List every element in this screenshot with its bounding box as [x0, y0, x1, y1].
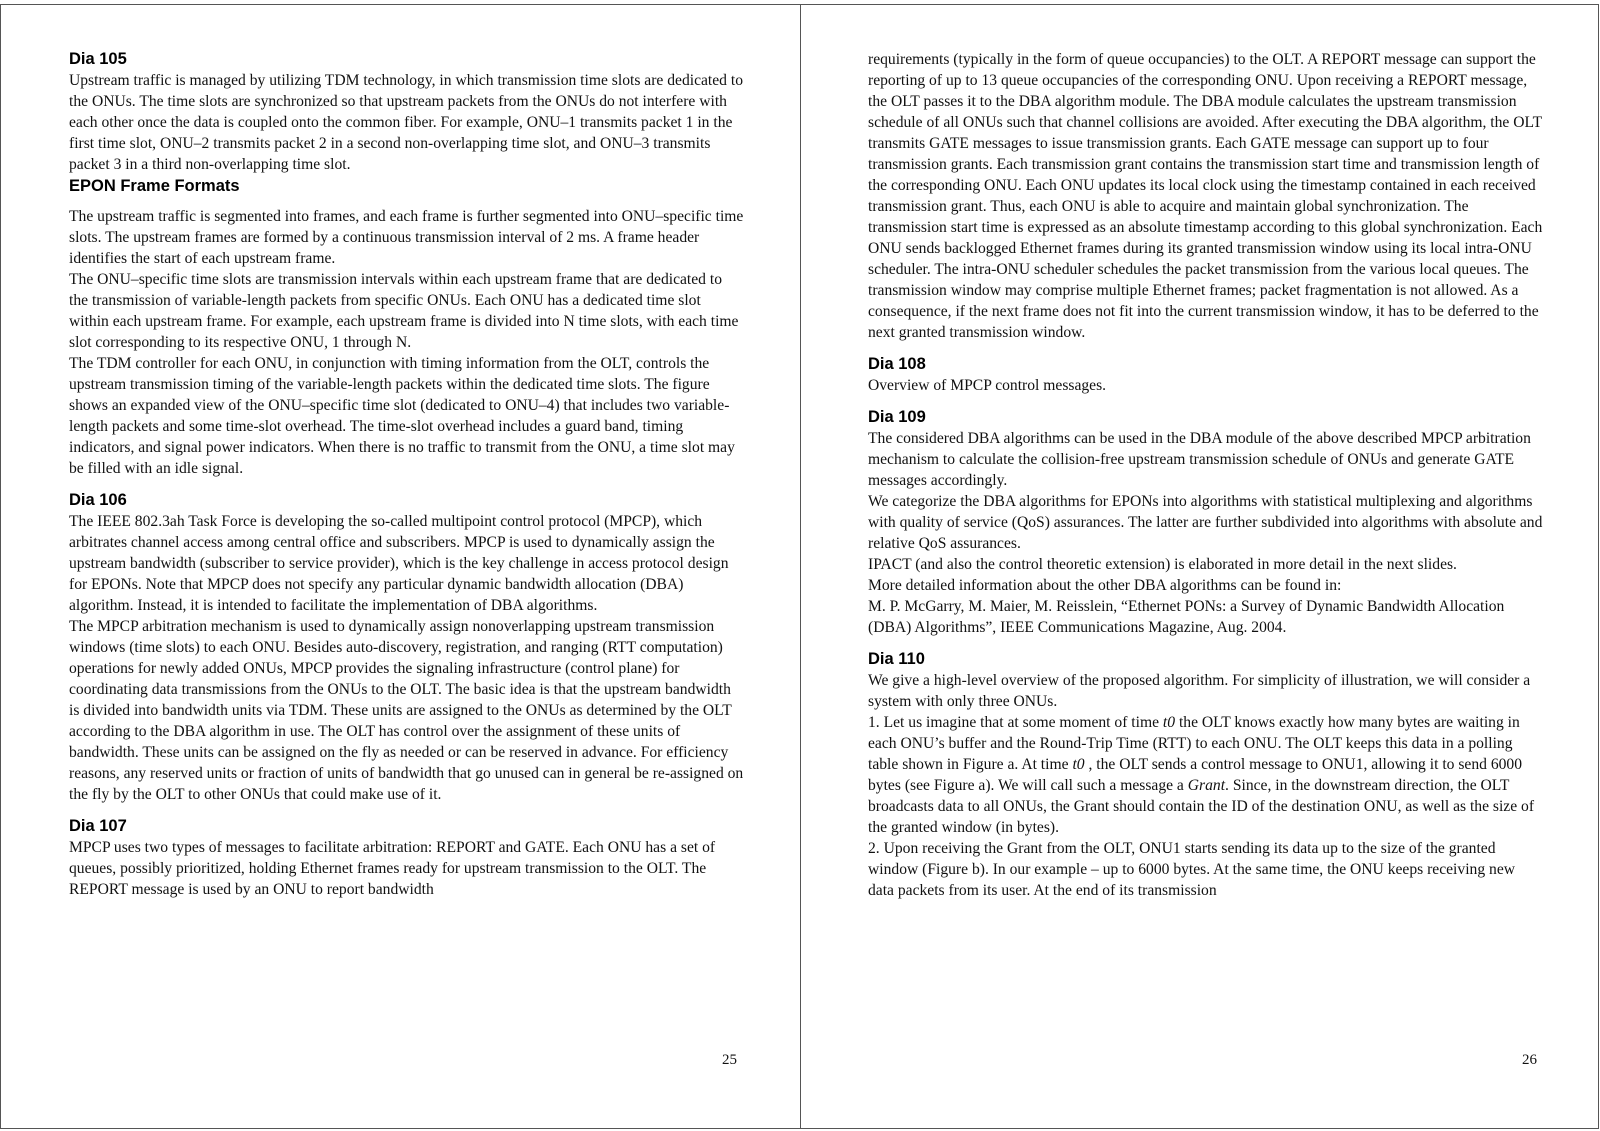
paragraph: The ONU–specific time slots are transmission intervals within each upstream frame that are dedicated to the transmission of variable-length packets from specific ONUs. Each ONU has a dedicated time slot within each upstream frame. For example, each upstream frame is divided into N time slots, with each time slot corresponding to its respective ONU, 1 through N.	[69, 271, 739, 351]
paragraph: The IEEE 802.3ah Task Force is developing the so-called multipoint control protocol (MPCP), which arbitrates channel access among central office and subscribers. MPCP is used to dynamically assign the upstream bandwidth (subscriber to service provider), which is the key challenge in access protocol design for EPONs. Note that MPCP does not specify any particular dynamic bandwidth allocation (DBA) algorithm. Instead, it is intended to facilitate the implementation of DBA algorithms.	[69, 513, 729, 614]
paragraph: Overview of MPCP control messages.	[868, 377, 1107, 394]
paragraph: The upstream traffic is segmented into frames, and each frame is further segmented into ONU–specific time slots. The upstream frames are formed by a continuous transmission interval of 2 ms. A frame header identifies the start of each upstream frame.	[69, 208, 744, 267]
section-heading: Dia 110	[868, 650, 925, 668]
section-heading: Dia 105	[69, 50, 127, 68]
paragraph: IPACT (and also the control theoretic extension) is elaborated in more detail in the next slides.	[868, 556, 1457, 573]
paragraph: MPCP uses two types of messages to facilitate arbitration: REPORT and GATE. Each ONU has a set of queues, possibly prioritized, holding Ethernet frames ready for upstream transmission to the OLT. The REPORT message is used by an ONU to report bandwidth	[69, 839, 716, 898]
section-epon-frame-formats	[69, 175, 744, 479]
section-dia-105	[69, 48, 744, 175]
page-number: 25	[722, 1052, 737, 1068]
paragraph: The TDM controller for each ONU, in conjunction with timing information from the OLT, controls the upstream transmission timing of the variable-length packets within the dedicated time slots. The figure shows an expanded view of the ONU–specific time slot (dedicated to ONU–4) that includes two variable-length packets and some time-slot overhead. The time-slot overhead includes a guard band, timing indicators, and signal power indicators. When there is no traffic to transmit from the ONU, a time slot may be filled with an idle signal.	[69, 355, 735, 477]
left-page	[69, 48, 744, 900]
section-dia-108	[868, 353, 1543, 396]
paragraph: We give a high-level overview of the proposed algorithm. For simplicity of illustration, we will consider a system with only three ONUs.	[868, 672, 1531, 710]
italic-term: t0	[1072, 756, 1085, 773]
paragraph: Upstream traffic is managed by utilizing TDM technology, in which transmission time slots are dedicated to the ONUs. The time slots are synchronized so that upstream packets from the ONUs do not interfere with each other once the data is coupled onto the common fiber. For example, ONU–1 transmits packet 1 in the first time slot, ONU–2 transmits packet 2 in a second non-overlapping time slot, and ONU–3 transmits packet 3 in a third non-overlapping time slot.	[69, 72, 743, 173]
section-heading: Dia 108	[868, 355, 926, 373]
paragraph: We categorize the DBA algorithms for EPONs into algorithms with statistical multiplexing and algorithms with quality of service (QoS) assurances. The latter are further subdivided into algorithms with absolute and relative QoS assurances.	[868, 493, 1543, 552]
right-page	[868, 49, 1543, 901]
italic-term: Grant	[1187, 777, 1226, 794]
section-dia-107	[69, 815, 744, 900]
section-dia-110	[868, 648, 1543, 901]
section-heading: Dia 106	[69, 491, 127, 509]
page-divider	[800, 4, 801, 1129]
paragraph-step-1: 1. Let us imagine that at some moment of time t0 the OLT knows exactly how many bytes are waiting in each ONU’s buffer and the Round-Trip Time (RTT) to each ONU. The OLT keeps this data in a polling table shown in Figure a. At time t0 , the OLT sends a control message to ONU1, allowing it to send 6000 bytes (see Figure a). We will call such a message a Grant. Since, in the downstream direction, the OLT broadcasts data to all ONUs, the Grant should contain the ID of the destination ONU, as well as the size of the granted window (in bytes).	[868, 714, 1535, 836]
paragraph: More detailed information about the other DBA algorithms can be found in:	[868, 577, 1342, 594]
section-dia-106	[69, 489, 744, 805]
page-number: 26	[1522, 1052, 1537, 1068]
paragraph-step-2: 2. Upon receiving the Grant from the OLT, ONU1 starts sending its data up to the size of the granted window (Figure b). In our example – up to 6000 bytes. At the same time, the ONU keeps receiving new data packets from its user. At the end of its transmission	[868, 840, 1515, 899]
italic-term: t0	[1162, 714, 1176, 731]
section-heading: EPON Frame Formats	[69, 177, 240, 195]
paragraph: requirements (typically in the form of queue occupancies) to the OLT. A REPORT message can support the reporting of up to 13 queue occupancies of the corresponding ONU. Upon receiving a REPORT message, the OLT passes it to the DBA algorithm module. The DBA module calculates the upstream transmission schedule of all ONUs such that channel collisions are avoided. After executing the DBA algorithm, the OLT transmits GATE messages to issue transmission grants. Each GATE message can support up to four transmission grants. Each transmission grant contains the transmission start time and transmission length of the corresponding ONU. Each ONU updates its local clock using the timestamp contained in each received transmission grant. Thus, each ONU is able to acquire and maintain global synchronization. The transmission start time is expressed as an absolute timestamp according to this global synchronization. Each ONU sends backlogged Ethernet frames during its granted transmission window using its local intra-ONU scheduler. The intra-ONU scheduler schedules the packet transmission from the various local queues. The transmission window may comprise multiple Ethernet frames; packet fragmentation is not allowed. As a consequence, if the next frame does not fit into the current transmission window, it has to be deferred to the next granted transmission window.	[868, 51, 1543, 341]
paragraph: The MPCP arbitration mechanism is used to dynamically assign nonoverlapping upstream transmission windows (time slots) to each ONU. Besides auto-discovery, registration, and ranging (RTT computation) operations for newly added ONUs, MPCP provides the signaling infrastructure (control plane) for coordinating data transmissions from the ONUs to the OLT. The basic idea is that the upstream bandwidth is divided into bandwidth units via TDM. These units are assigned to the ONUs as determined by the OLT according to the DBA algorithm in use. The OLT has control over the assignment of these units of bandwidth. These units can be assigned on the fly as needed or can be reserved in advance. For efficiency reasons, any reserved units or fraction of units of bandwidth that go unused can in general be re-assigned on the fly by the OLT to other ONUs that could make use of it.	[69, 618, 744, 803]
section-heading: Dia 107	[69, 817, 127, 835]
reference-citation: M. P. McGarry, M. Maier, M. Reisslein, “Ethernet PONs: a Survey of Dynamic Bandwidth Allocation (DBA) Algorithms”, IEEE Communications Magazine, Aug. 2004.	[868, 598, 1505, 636]
section-dia-109	[868, 406, 1543, 638]
paragraph: The considered DBA algorithms can be used in the DBA module of the above described MPCP arbitration mechanism to calculate the collision-free upstream transmission schedule of ONUs and generate GATE messages accordingly.	[868, 430, 1531, 489]
section-heading: Dia 109	[868, 408, 926, 426]
